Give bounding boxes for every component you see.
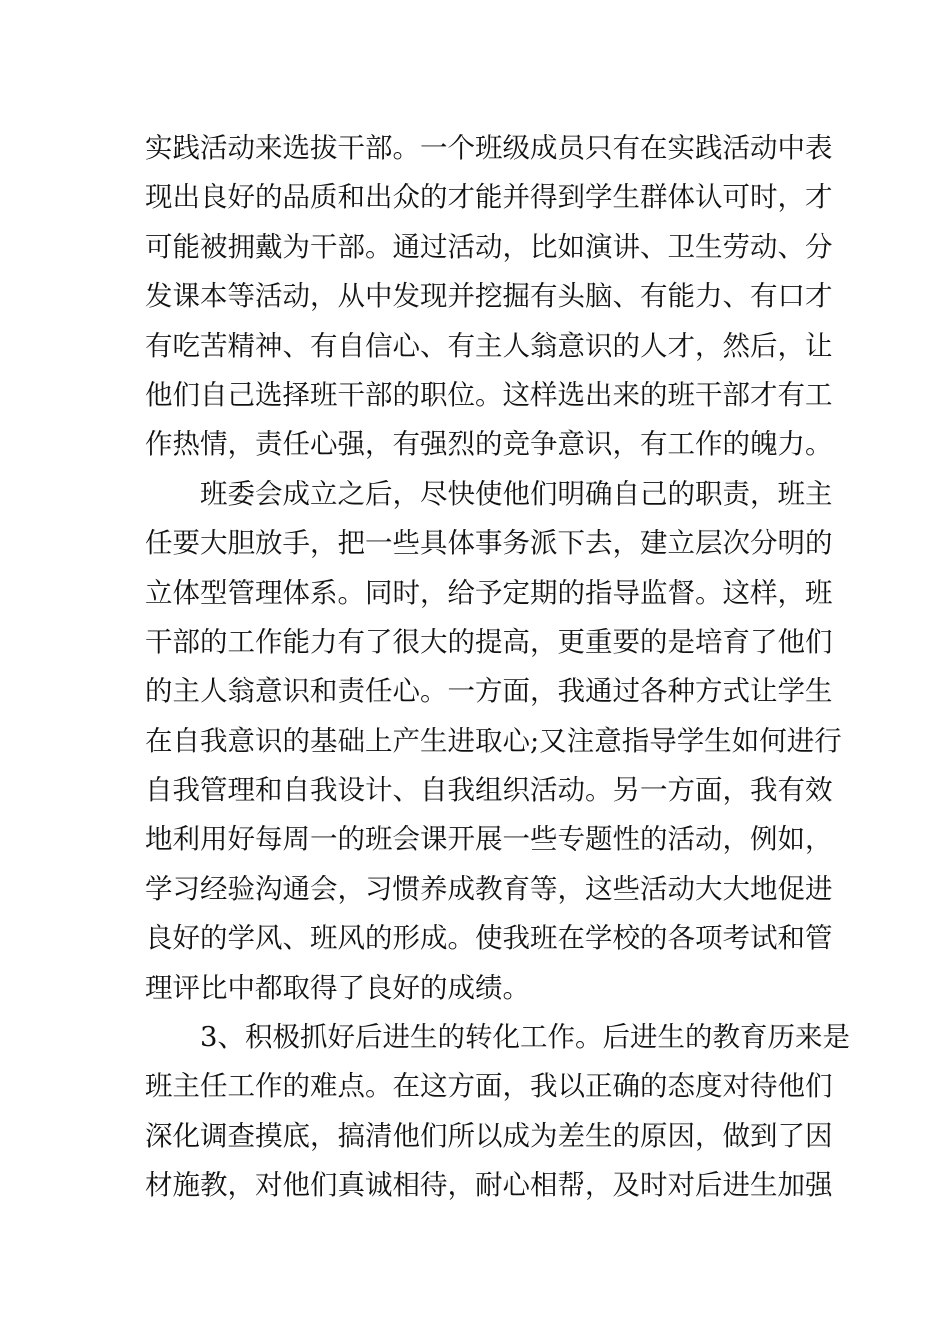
text-line: 学习经验沟通会，习惯养成教育等，这些活动大大地促进 [145,872,833,905]
text-line: 实践活动来选拔干部。一个班级成员只有在实践活动中表 [145,132,833,164]
text-line: 良好的学风、班风的形成。使我班在学校的各项考试和管 [145,922,833,955]
text-line: 发课本等活动，从中发现并挖掘有头脑、有能力、有口才 [145,280,833,313]
text-line: 地利用好每周一的班会课开展一些专题性的活动，例如， [145,823,833,856]
text-line: 他们自己选择班干部的职位。这样选出来的班干部才有工 [145,378,833,411]
text-line: 理评比中都取得了良好的成绩。 [145,971,530,1004]
text-line: 立体型管理体系。同时，给予定期的指导监督。这样，班 [145,576,833,609]
text-line: 班主任工作的难点。在这方面，我以正确的态度对待他们 [145,1070,833,1103]
paragraph-first-line: 班委会成立之后，尽快使他们明确自己的职责，班主 [200,477,833,510]
text-line: 可能被拥戴为干部。通过活动，比如演讲、卫生劳动、分 [145,230,833,263]
text-line: 在自我意识的基础上产生进取心;又注意指导学生如何进行 [145,724,842,757]
text-line: 深化调查摸底，搞清他们所以成为差生的原因，做到了因 [145,1119,833,1152]
text-line: 有吃苦精神、有自信心、有主人翁意识的人才，然后，让 [145,329,833,362]
text-line: 材施教，对他们真诚相待，耐心相帮，及时对后进生加强 [145,1169,833,1202]
text-line: 的主人翁意识和责任心。一方面，我通过各种方式让学生 [145,675,833,708]
paragraph-first-line: 3、积极抓好后进生的转化工作。后进生的教育历来是 [200,1021,850,1054]
text-line: 现出良好的品质和出众的才能并得到学生群体认可时，才 [145,181,833,214]
text-line: 作热情，责任心强，有强烈的竞争意识，有工作的魄力。 [145,428,833,461]
text-line: 任要大胆放手，把一些具体事务派下去，建立层次分明的 [145,527,833,560]
text-line: 干部的工作能力有了很大的提高，更重要的是培育了他们 [145,625,833,658]
text-line: 自我管理和自我设计、自我组织活动。另一方面，我有效 [145,774,833,807]
body-text [145,124,850,1211]
